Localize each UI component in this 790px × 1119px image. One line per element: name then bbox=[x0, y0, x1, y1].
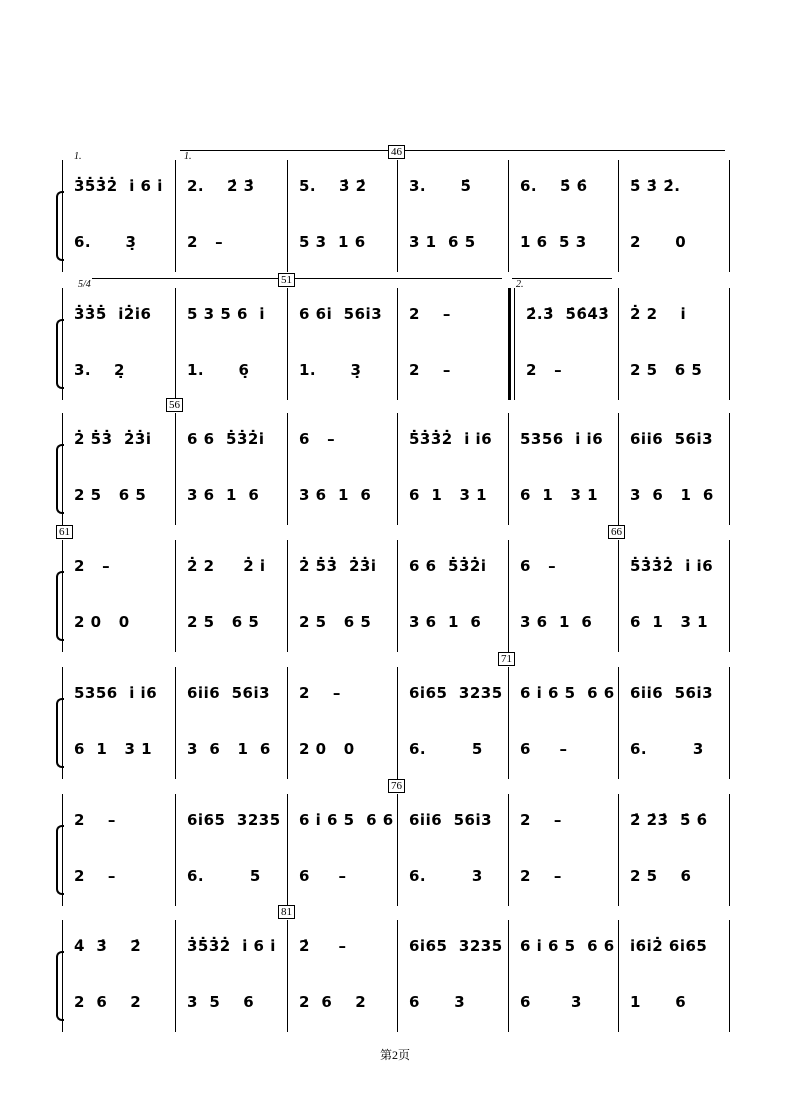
measure bbox=[508, 540, 618, 596]
note-text: 5 3 5 6 i̇ bbox=[187, 305, 266, 323]
measure bbox=[514, 288, 618, 344]
upper-staff bbox=[62, 288, 730, 344]
measure bbox=[508, 413, 618, 469]
measure bbox=[287, 850, 397, 906]
note-text: 6i̇i6 56i̇3 bbox=[630, 430, 714, 448]
measure bbox=[618, 920, 729, 976]
page-footer: 第2页 bbox=[379, 1048, 410, 1062]
system-brace bbox=[56, 571, 64, 641]
system-brace bbox=[56, 444, 64, 514]
note-text: i̇6i̇2̇ 6i̇65 bbox=[630, 937, 708, 955]
note-text: 6i̇65 3235 bbox=[409, 937, 503, 955]
measure bbox=[287, 667, 397, 723]
lower-staff bbox=[62, 344, 730, 400]
barline bbox=[729, 794, 730, 850]
note-text: 3 1 6 5 bbox=[409, 233, 476, 251]
measure bbox=[287, 216, 397, 272]
measure bbox=[618, 976, 729, 1032]
measure bbox=[508, 850, 618, 906]
measure bbox=[508, 160, 618, 216]
note-text: 5̇3̇3̇2̇ i̇ i6 bbox=[630, 557, 714, 575]
measure bbox=[397, 540, 508, 596]
upper-staff bbox=[62, 413, 730, 469]
measure bbox=[618, 344, 729, 400]
note-text: 2 – bbox=[409, 361, 451, 379]
measure bbox=[397, 976, 508, 1032]
measure bbox=[618, 794, 729, 850]
note-text: 3 5 6 bbox=[187, 993, 255, 1011]
note-text: 6 3 bbox=[520, 993, 582, 1011]
measure bbox=[175, 794, 287, 850]
measure bbox=[287, 794, 397, 850]
note-text: 3̇3̇5̇ i̇2̇i̇6 bbox=[74, 305, 152, 323]
upper-staff bbox=[62, 540, 730, 596]
barline bbox=[729, 596, 730, 652]
measure bbox=[175, 216, 287, 272]
measure bbox=[397, 216, 508, 272]
measure bbox=[508, 794, 618, 850]
measure bbox=[62, 160, 175, 216]
note-text: 2̇ 5̇3̇ 2̇3̇i̇ bbox=[299, 557, 377, 575]
note-text: 6 i̇ 6 5 6 6 bbox=[520, 684, 615, 702]
note-text: 2 0 bbox=[630, 233, 687, 251]
note-text: 1. 6̣ bbox=[187, 361, 250, 379]
system-brace bbox=[56, 698, 64, 768]
measure bbox=[175, 344, 287, 400]
measure bbox=[62, 976, 175, 1032]
measure bbox=[508, 920, 618, 976]
measure bbox=[508, 469, 618, 525]
note-text: 5356 i̇ i6 bbox=[520, 430, 604, 448]
volta-label-2: 1. bbox=[184, 151, 192, 162]
note-text: 6 1 3 1 bbox=[520, 486, 599, 504]
note-text: 3. 2̣ bbox=[74, 361, 125, 379]
measure bbox=[287, 976, 397, 1032]
measure bbox=[62, 469, 175, 525]
measure bbox=[287, 344, 397, 400]
note-text: 2̇ 2 2̇ i̇ bbox=[187, 557, 266, 575]
note-text: 6. 3 bbox=[630, 740, 704, 758]
system-brace bbox=[56, 951, 64, 1021]
note-text: 6. 5̇ 6̇ bbox=[520, 177, 588, 195]
note-text: 3 6 1 6 bbox=[630, 486, 714, 504]
measure-number-2: 66 bbox=[608, 525, 625, 539]
note-text: 2 – bbox=[520, 811, 562, 829]
note-text: 2 – bbox=[187, 233, 224, 251]
measure bbox=[62, 850, 175, 906]
note-text: 2 0 0 bbox=[299, 740, 355, 758]
note-text: 2̇ – bbox=[299, 937, 347, 955]
measure bbox=[62, 723, 175, 779]
note-text: 1 6 5 3 bbox=[520, 233, 587, 251]
volta-label-2: 2. bbox=[516, 279, 524, 290]
note-text: 2̇ 2 i̇ bbox=[630, 305, 687, 323]
measure bbox=[618, 469, 729, 525]
barline bbox=[729, 344, 730, 400]
note-text: 2 5 6 bbox=[630, 867, 692, 885]
system-brace bbox=[56, 319, 64, 389]
barline bbox=[729, 469, 730, 525]
measure bbox=[175, 160, 287, 216]
upper-staff bbox=[62, 794, 730, 850]
note-text: 1 6 bbox=[630, 993, 687, 1011]
note-text: 3. 5̇ bbox=[409, 177, 472, 195]
measure bbox=[287, 596, 397, 652]
measure bbox=[397, 469, 508, 525]
lower-staff bbox=[62, 850, 730, 906]
measure bbox=[618, 216, 729, 272]
measure bbox=[397, 596, 508, 652]
note-text: 6i̇i6 56i̇3 bbox=[187, 684, 271, 702]
barline bbox=[729, 920, 730, 976]
system-brace bbox=[56, 191, 64, 261]
note-text: 6i̇i6 56i̇3 bbox=[409, 811, 493, 829]
note-text: 6 1 3 1 bbox=[630, 613, 709, 631]
measure bbox=[397, 413, 508, 469]
note-text: 3 6 1 6 bbox=[409, 613, 482, 631]
measure-number: 76 bbox=[388, 779, 405, 793]
measure bbox=[618, 160, 729, 216]
note-text: 2 5 6 5 bbox=[630, 361, 703, 379]
note-text: 2 6 2 bbox=[299, 993, 367, 1011]
measure bbox=[287, 469, 397, 525]
note-text: 6i̇65 3235 bbox=[409, 684, 503, 702]
note-text: 6 3 bbox=[409, 993, 466, 1011]
measure bbox=[287, 723, 397, 779]
upper-staff bbox=[62, 667, 730, 723]
measure bbox=[62, 344, 175, 400]
measure bbox=[287, 160, 397, 216]
note-text: 1. 3̣ bbox=[299, 361, 362, 379]
note-text: 6i̇i6 56i̇3 bbox=[630, 684, 714, 702]
measure bbox=[62, 920, 175, 976]
note-text: 2̇ 5̇3̇ 2̇3̇i̇ bbox=[74, 430, 152, 448]
lower-staff bbox=[62, 469, 730, 525]
note-text: 2 – bbox=[74, 811, 116, 829]
barline bbox=[729, 216, 730, 272]
note-text: 5 3 1 6 bbox=[299, 233, 366, 251]
measure-number: 51 bbox=[278, 273, 295, 287]
measure bbox=[62, 794, 175, 850]
note-text: 3 6 1 6 bbox=[520, 613, 593, 631]
measure bbox=[175, 723, 287, 779]
note-text: 5̇ 3̇ 2̇. bbox=[630, 177, 681, 195]
measure bbox=[618, 288, 729, 344]
volta-line bbox=[512, 278, 612, 279]
note-text: 2 – bbox=[526, 361, 563, 379]
note-text: 2 – bbox=[74, 867, 116, 885]
measure bbox=[618, 540, 729, 596]
measure bbox=[618, 596, 729, 652]
measure bbox=[62, 288, 175, 344]
system-brace bbox=[56, 825, 64, 895]
note-text: 6. 5 bbox=[187, 867, 261, 885]
lower-staff bbox=[62, 596, 730, 652]
barline bbox=[729, 723, 730, 779]
measure bbox=[287, 288, 397, 344]
upper-staff bbox=[62, 160, 730, 216]
note-text: 6. 3 bbox=[409, 867, 483, 885]
note-text: 2 6 2 bbox=[74, 993, 142, 1011]
measure bbox=[62, 540, 175, 596]
lower-staff bbox=[62, 723, 730, 779]
measure bbox=[62, 596, 175, 652]
note-text: 6 6 5̇3̇2̇i̇ bbox=[187, 430, 265, 448]
measure bbox=[397, 794, 508, 850]
measure bbox=[62, 413, 175, 469]
note-text: 3 6 1 6 bbox=[299, 486, 372, 504]
measure bbox=[397, 344, 508, 400]
note-text: 3 6 1 6 bbox=[187, 486, 260, 504]
measure-number: 61 bbox=[56, 525, 73, 539]
measure bbox=[508, 596, 618, 652]
note-text: 2 5 6 5 bbox=[187, 613, 260, 631]
note-text: 2 – bbox=[299, 684, 341, 702]
note-text: 6 – bbox=[299, 430, 336, 448]
measure bbox=[508, 723, 618, 779]
note-text: 4̇ 3̇ 2̇ bbox=[74, 937, 142, 955]
note-text: 6 6i̇ 56i̇3 bbox=[299, 305, 383, 323]
measure bbox=[618, 723, 729, 779]
note-text: 6. 3̣ bbox=[74, 233, 137, 251]
measure bbox=[287, 413, 397, 469]
measure bbox=[508, 667, 618, 723]
measure bbox=[287, 920, 397, 976]
note-text: 2̇.3̇ 5̇6̇4̇3̇ bbox=[526, 305, 610, 323]
measure bbox=[508, 216, 618, 272]
measure bbox=[175, 920, 287, 976]
barline bbox=[729, 413, 730, 469]
note-text: 2̇ 2̇3̇ 5̇ 6̇ bbox=[630, 811, 708, 829]
measure bbox=[175, 596, 287, 652]
measure bbox=[397, 723, 508, 779]
note-text: 2 – bbox=[409, 305, 451, 323]
note-text: 2. 2̇ 3̇ bbox=[187, 177, 255, 195]
note-text: 3̇5̇3̇2̇ i̇ 6 i̇ bbox=[74, 177, 163, 195]
measure bbox=[175, 667, 287, 723]
measure bbox=[508, 976, 618, 1032]
measure bbox=[62, 667, 175, 723]
note-text: 2 5 6 5 bbox=[299, 613, 372, 631]
measure bbox=[618, 850, 729, 906]
measure bbox=[397, 920, 508, 976]
measure bbox=[397, 160, 508, 216]
note-text: 6 – bbox=[299, 867, 347, 885]
measure bbox=[175, 469, 287, 525]
measure-number: 81 bbox=[278, 905, 295, 919]
measure bbox=[397, 850, 508, 906]
note-text: 2 – bbox=[74, 557, 111, 575]
measure bbox=[175, 540, 287, 596]
note-text: 3 6 1 6 bbox=[187, 740, 271, 758]
note-text: 5̇3̇3̇2̇ i̇ i6 bbox=[409, 430, 493, 448]
note-text: 6 i̇ 6 5 6 6 bbox=[299, 811, 394, 829]
measure bbox=[618, 667, 729, 723]
measure bbox=[397, 667, 508, 723]
barline bbox=[729, 976, 730, 1032]
note-text: 6i̇65 3235 bbox=[187, 811, 281, 829]
note-text: 6 1 3 1 bbox=[409, 486, 488, 504]
volta-line bbox=[92, 278, 502, 279]
barline bbox=[729, 288, 730, 344]
volta-label-1: 5/4 bbox=[78, 279, 91, 290]
barline bbox=[508, 344, 511, 400]
volta-label-1: 1. bbox=[74, 151, 82, 162]
barline bbox=[729, 540, 730, 596]
upper-staff bbox=[62, 920, 730, 976]
measure bbox=[62, 216, 175, 272]
note-text: 6 – bbox=[520, 557, 557, 575]
measure bbox=[618, 413, 729, 469]
measure bbox=[514, 344, 618, 400]
note-text: 3̇5̇3̇2̇ i̇ 6 i̇ bbox=[187, 937, 276, 955]
measure-number: 71 bbox=[498, 652, 515, 666]
measure bbox=[175, 413, 287, 469]
note-text: 6 i̇ 6 5 6 6 bbox=[520, 937, 615, 955]
lower-staff bbox=[62, 976, 730, 1032]
barline bbox=[729, 667, 730, 723]
barline bbox=[729, 160, 730, 216]
measure bbox=[287, 540, 397, 596]
note-text: 6 6 5̇3̇2̇i̇ bbox=[409, 557, 487, 575]
measure-number: 46 bbox=[388, 145, 405, 159]
note-text: 6 – bbox=[520, 740, 568, 758]
barline bbox=[729, 850, 730, 906]
measure bbox=[175, 288, 287, 344]
measure-number: 56 bbox=[166, 398, 183, 412]
barline bbox=[508, 288, 511, 344]
measure bbox=[397, 288, 508, 344]
lower-staff bbox=[62, 216, 730, 272]
measure bbox=[175, 976, 287, 1032]
note-text: 2 0 0 bbox=[74, 613, 130, 631]
note-text: 5356 i̇ i6 bbox=[74, 684, 158, 702]
volta-line bbox=[180, 150, 725, 151]
measure bbox=[175, 850, 287, 906]
note-text: 6 1 3 1 bbox=[74, 740, 153, 758]
note-text: 2 5 6 5 bbox=[74, 486, 147, 504]
note-text: 6. 5 bbox=[409, 740, 483, 758]
note-text: 2 – bbox=[520, 867, 562, 885]
note-text: 5. 3̇ 2̇ bbox=[299, 177, 367, 195]
